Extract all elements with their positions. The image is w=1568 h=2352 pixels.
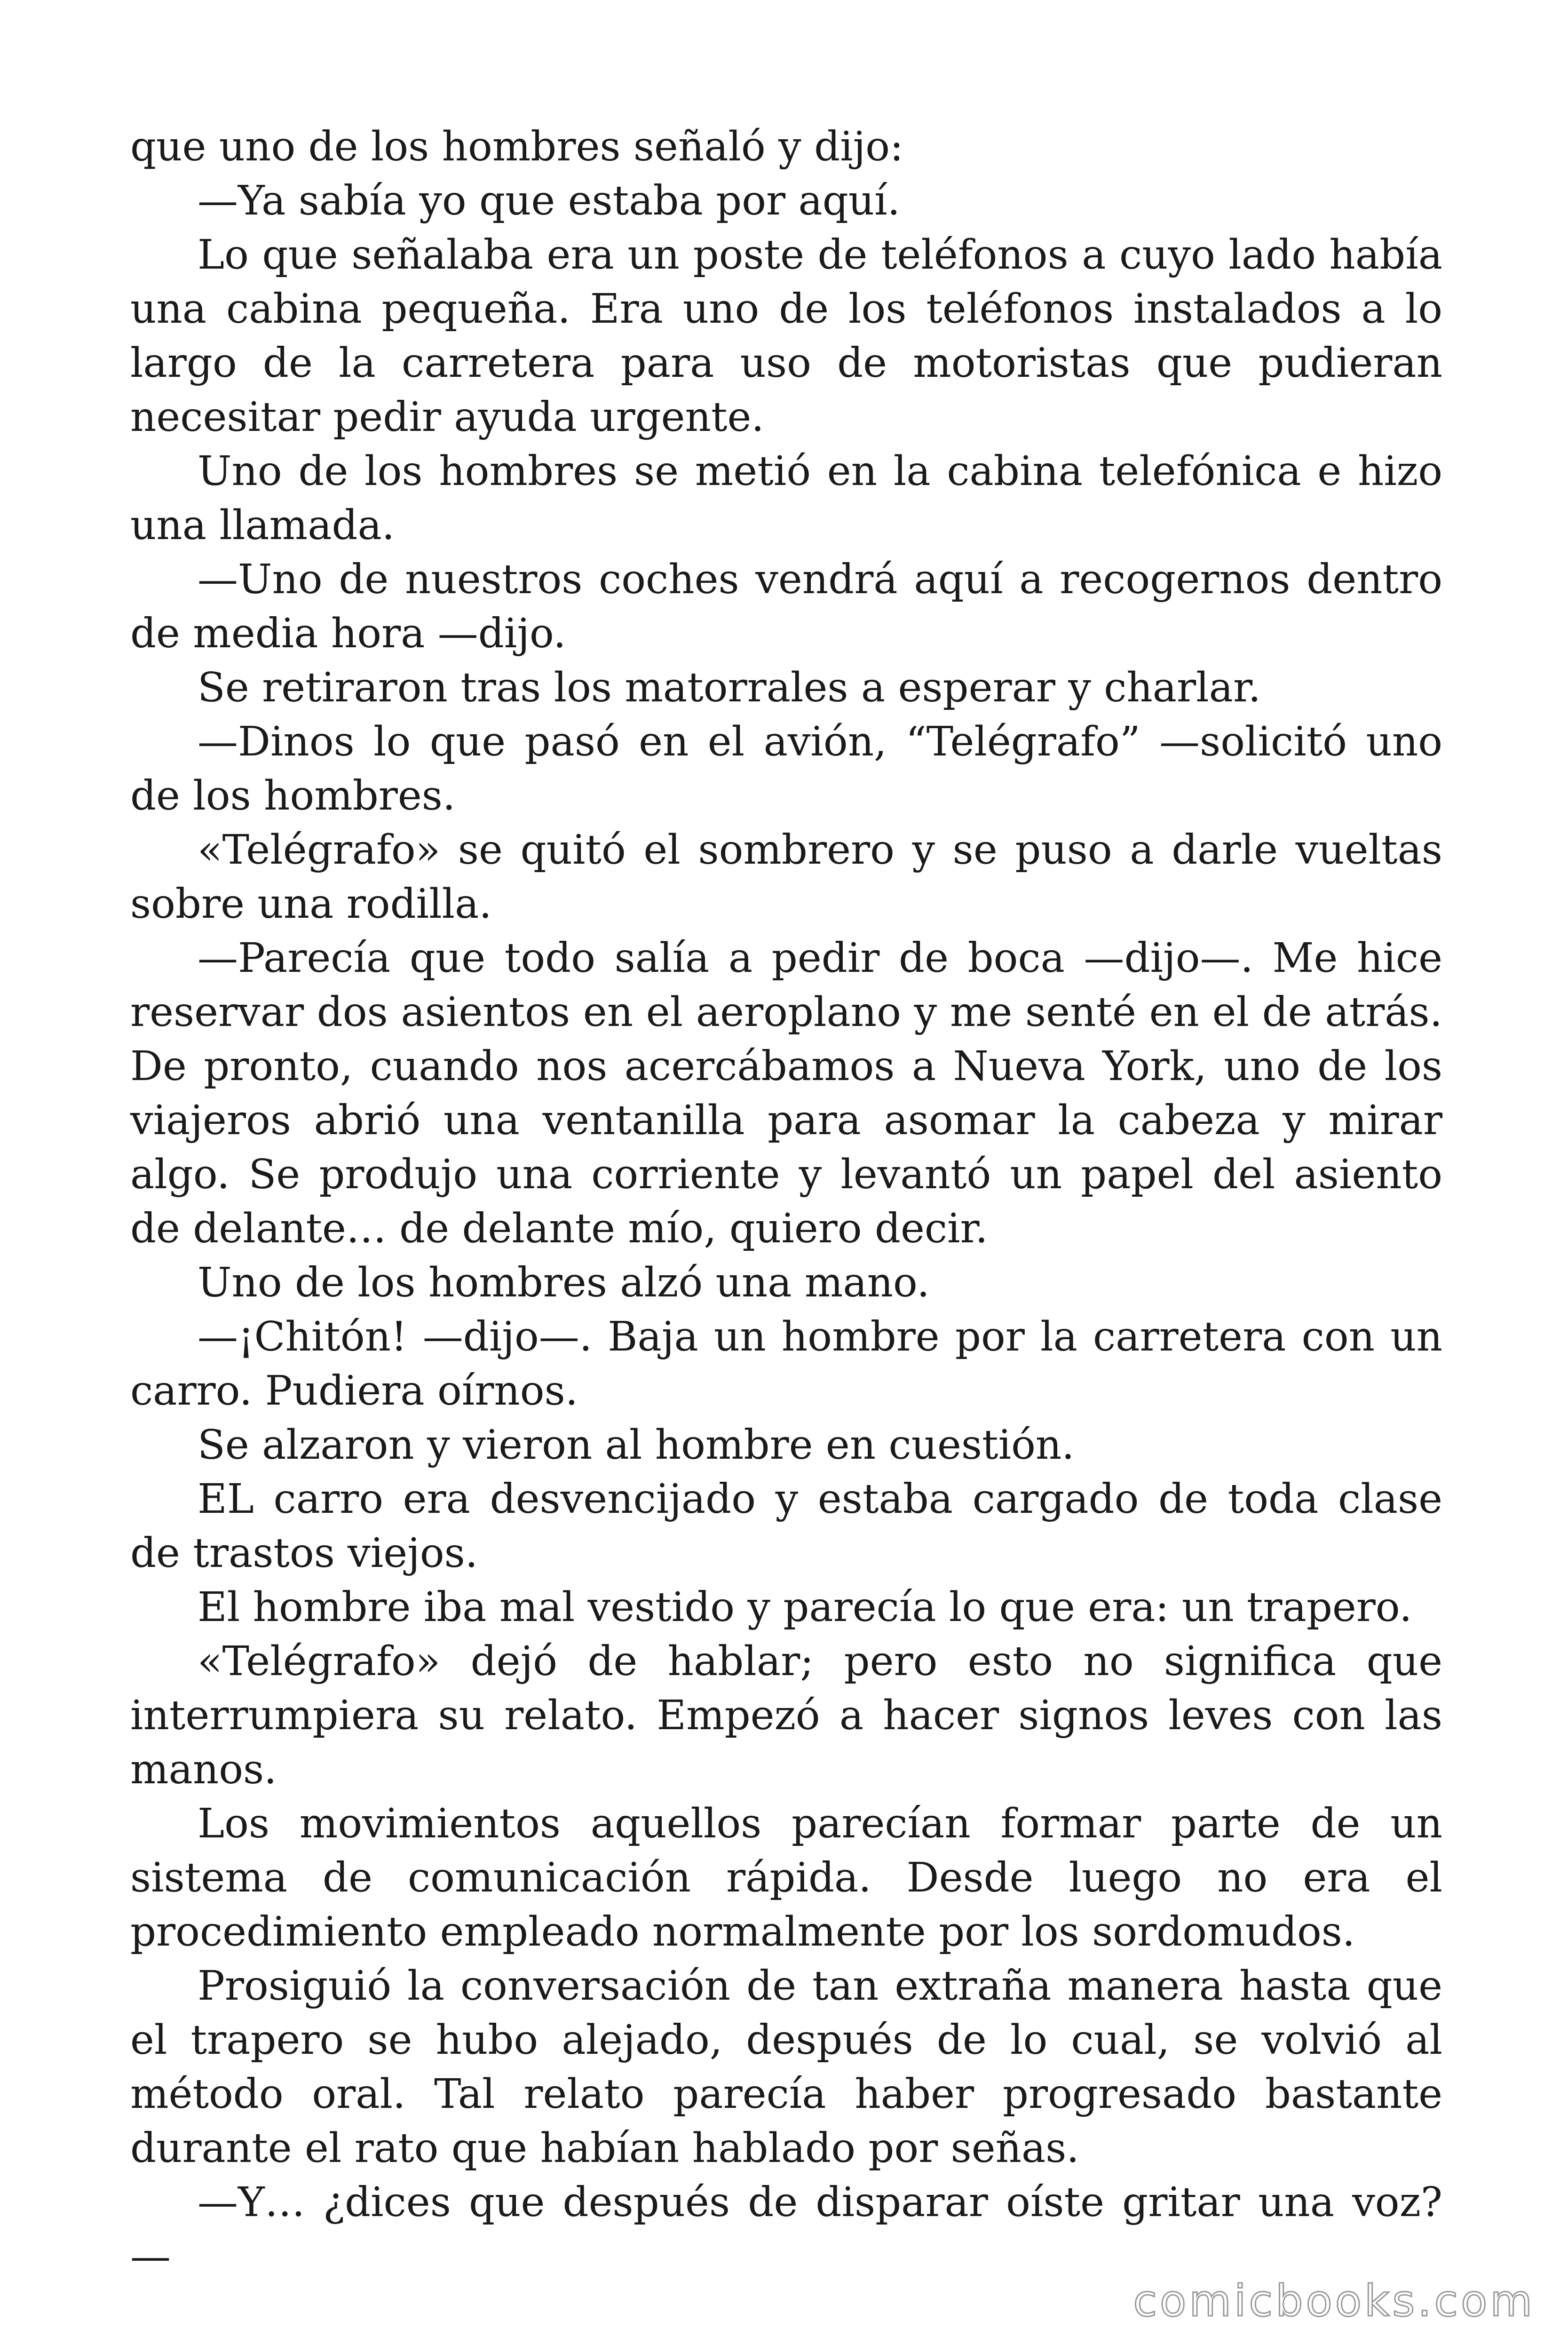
paragraph: Prosiguió la conversación de tan extraña manera hasta que el trapero se hubo alejado, después de lo cual, se volvió al método oral. Tal relato parecía haber progresado bastante durante el rato que habían hablado por señas.	[130, 1963, 1442, 2172]
paragraph: Lo que señalaba era un poste de teléfonos a cuyo lado había una cabina pequeña. Era uno de los teléfonos instalados a lo largo de la carretera para uso de motoristas que pudieran necesitar pedir ayuda urgente.	[130, 231, 1442, 441]
paragraph: Los movimientos aquellos parecían formar parte de un sistema de comunicación rápida. Desde luego no era el procedimiento empleado normalmente por los sordomudos.	[130, 1800, 1442, 1955]
paragraph: —Parecía que todo salía a pedir de boca —dijo—. Me hice reservar dos asientos en el aeroplano y me senté en el de atrás. De pronto, cuando nos acercábamos a Nueva York, uno de los viajeros abrió una ventanilla para asomar la cabeza y mirar algo. Se produjo una corriente y levantó un papel del asiento de delante… de delante mío, quiero decir.	[130, 935, 1442, 1252]
paragraph: Uno de los hombres alzó una mano.	[198, 1259, 930, 1306]
paragraph: «Telégrafo» se quitó el sombrero y se puso a darle vueltas sobre una rodilla.	[130, 826, 1442, 928]
paragraph: —Dinos lo que pasó en el avión, “Telégrafo” —solicitó uno de los hombres.	[130, 718, 1442, 819]
paragraph: —Y… ¿dices que después de disparar oíste gritar una voz? —	[130, 2179, 1442, 2280]
paragraph: —Uno de nuestros coches vendrá aquí a recogernos dentro de media hora —dijo.	[130, 556, 1442, 657]
paragraph: Se alzaron y vieron al hombre en cuestión.	[198, 1422, 1075, 1469]
watermark: comicbooks.com	[1133, 2276, 1535, 2326]
paragraph: El hombre iba mal vestido y parecía lo que era: un trapero.	[198, 1584, 1412, 1631]
paragraph: Uno de los hombres se metió en la cabina telefónica e hizo una llamada.	[130, 448, 1442, 549]
paragraph: EL carro era desvencijado y estaba cargado de toda clase de trastos viejos.	[130, 1476, 1442, 1577]
paragraph: —¡Chitón! —dijo—. Baja un hombre por la carretera con un carro. Pudiera oírnos.	[130, 1313, 1442, 1414]
paragraph: Se retiraron tras los matorrales a esperar y charlar.	[198, 664, 1261, 711]
paragraph: que uno de los hombres señaló y dijo:	[130, 123, 904, 170]
page-text	[130, 120, 1442, 2284]
paragraph: —Ya sabía yo que estaba por aquí.	[198, 177, 900, 224]
paragraph: «Telégrafo» dejó de hablar; pero esto no significa que interrumpiera su relato. Empezó a hacer signos leves con las manos.	[130, 1638, 1442, 1793]
